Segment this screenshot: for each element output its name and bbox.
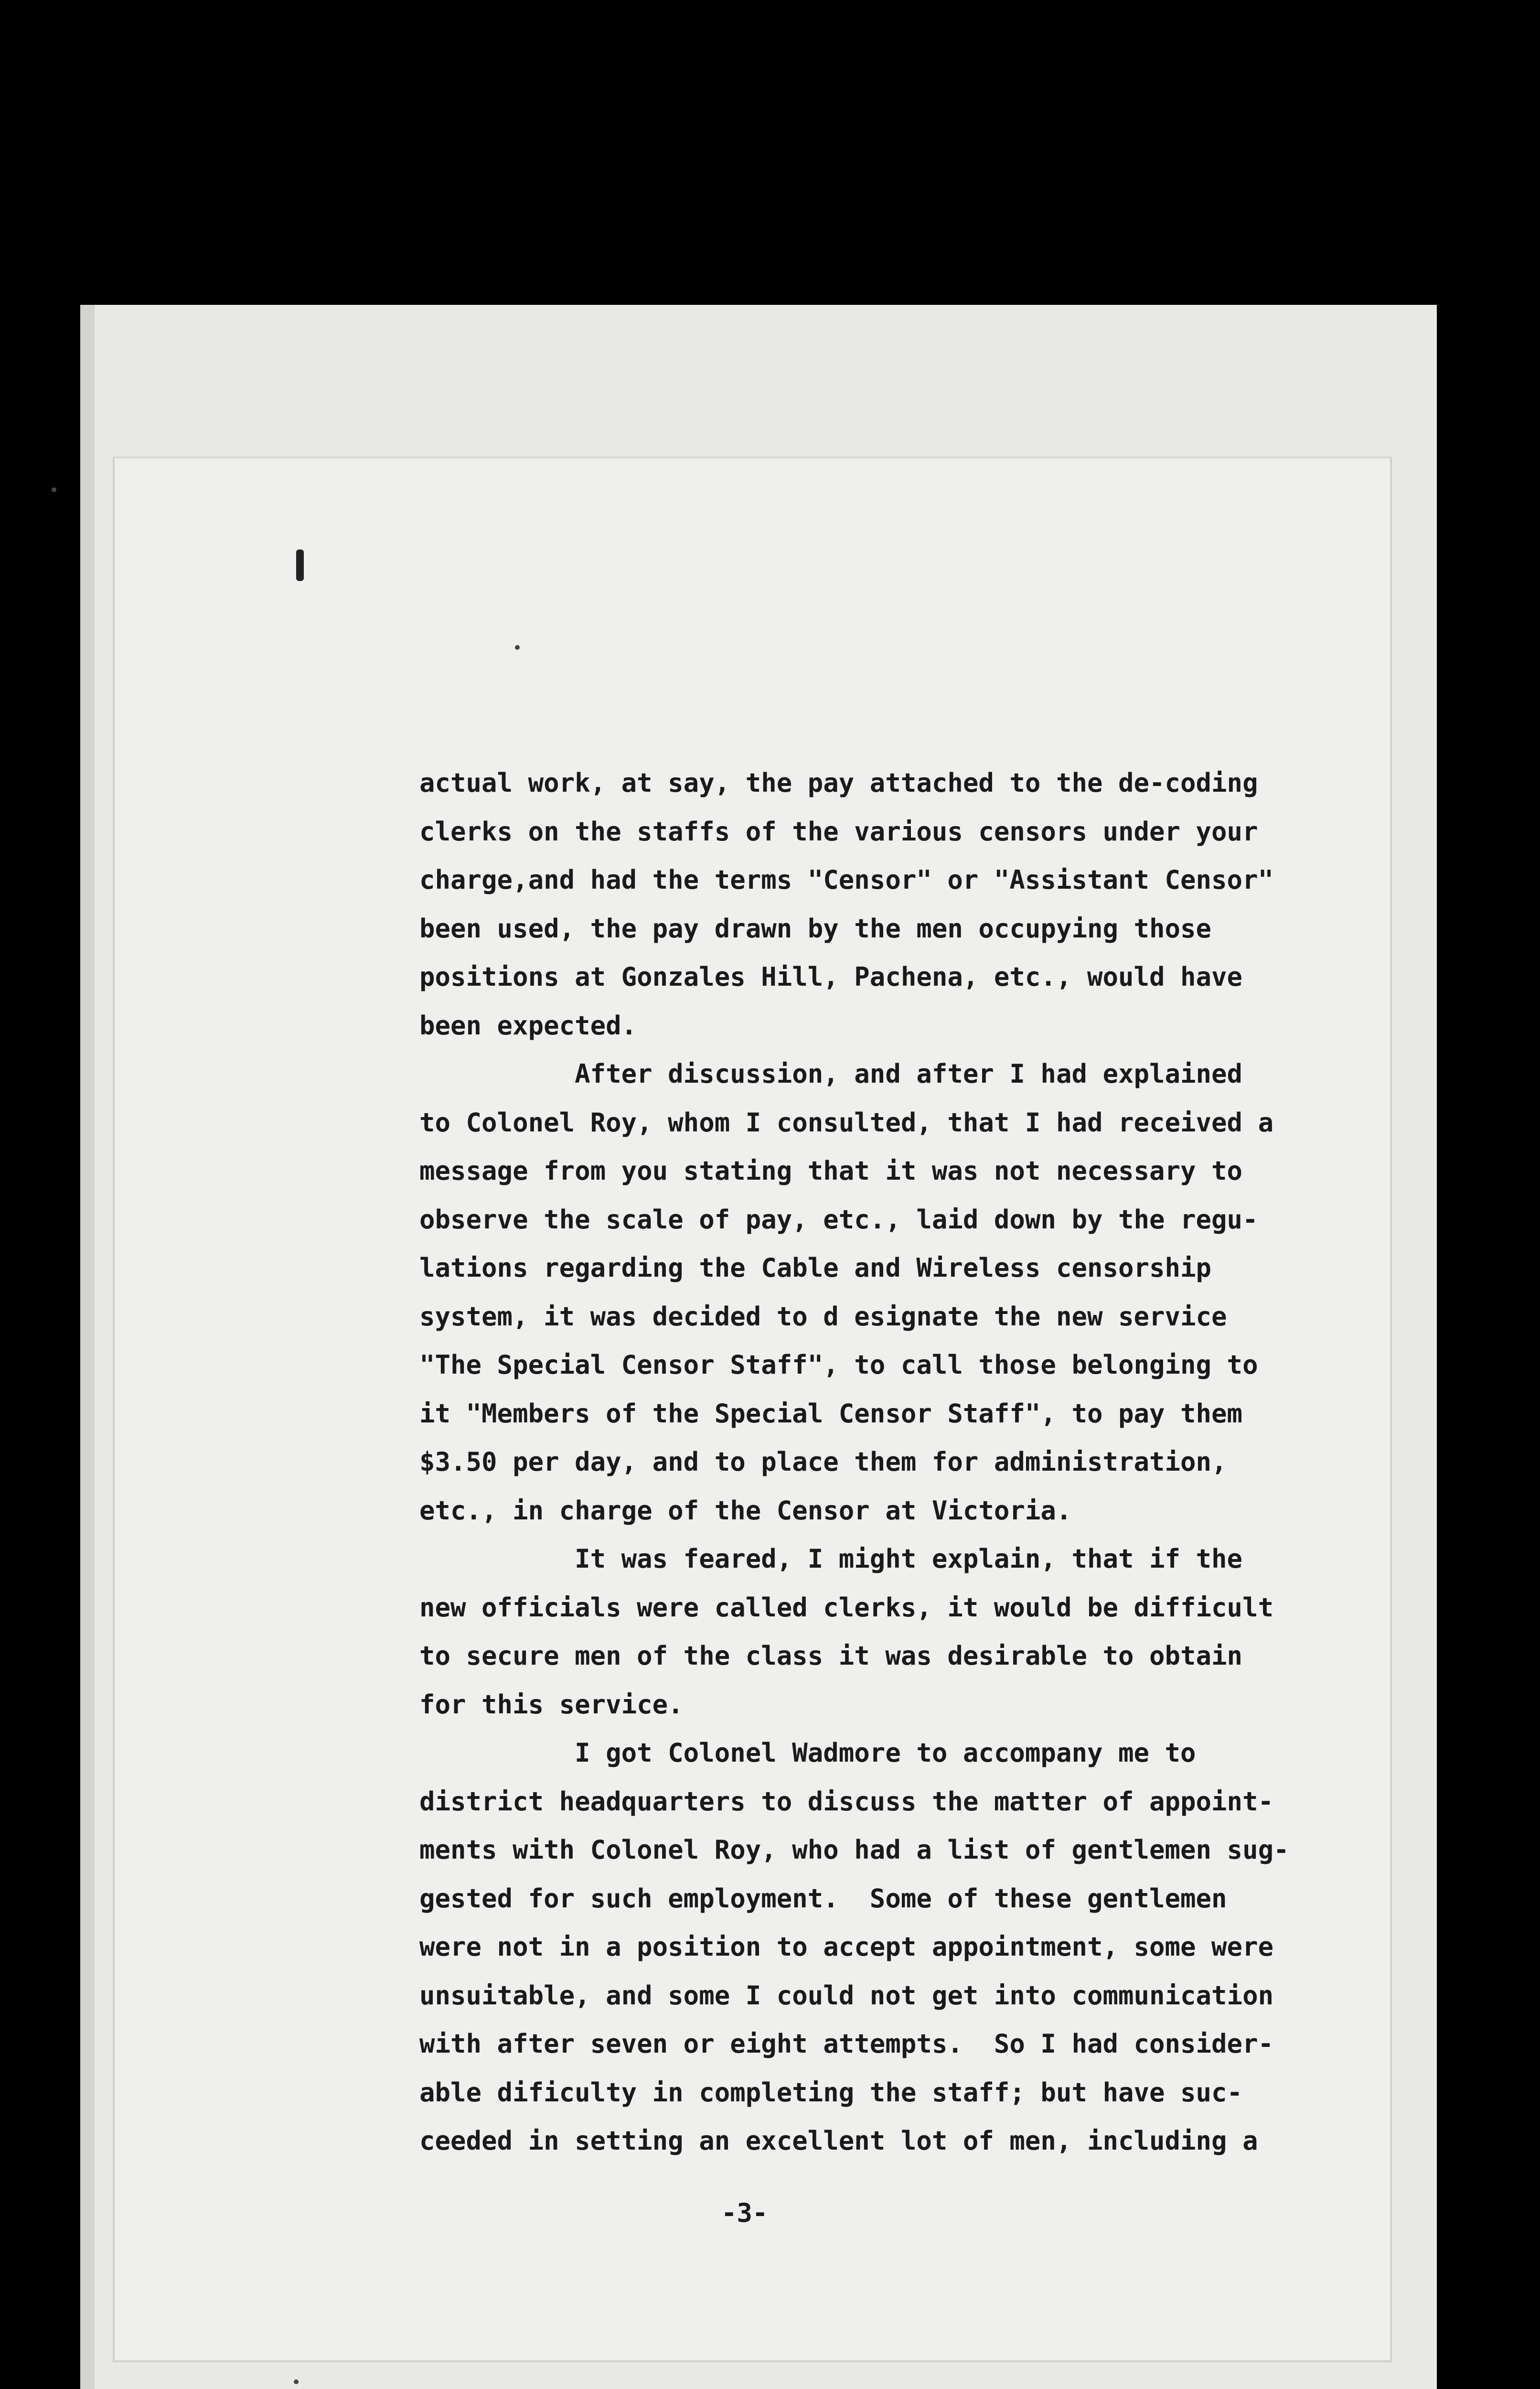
text-line: clerks on the staffs of the various censors under your bbox=[419, 816, 1258, 847]
text-line: positions at Gonzales Hill, Pachena, etc., would have bbox=[419, 962, 1243, 992]
text-line: been used, the pay drawn by the men occupying those bbox=[419, 913, 1212, 944]
text-line: to Colonel Roy, whom I consulted, that I had received a bbox=[419, 1107, 1274, 1138]
typed-text-body bbox=[419, 759, 1289, 2165]
text-line: I got Colonel Wadmore to accompany me to bbox=[419, 1738, 1196, 1768]
text-line: new officials were called clerks, it would be difficult bbox=[419, 1592, 1274, 1623]
text-line: message from you stating that it was not necessary to bbox=[419, 1156, 1243, 1186]
text-line: system, it was decided to d esignate the new service bbox=[419, 1301, 1227, 1332]
text-line: observe the scale of pay, etc., laid down by the regu- bbox=[419, 1204, 1258, 1235]
text-line: "The Special Censor Staff", to call those belonging to bbox=[419, 1350, 1258, 1380]
text-line: able dificulty in completing the staff; but have suc- bbox=[419, 2077, 1243, 2108]
text-line: with after seven or eight attempts. So I had consider- bbox=[419, 2029, 1274, 2059]
speck bbox=[52, 487, 56, 492]
text-line: been expected. bbox=[419, 1010, 637, 1041]
text-line: $3.50 per day, and to place them for administration, bbox=[419, 1447, 1227, 1477]
text-line: etc., in charge of the Censor at Victoria. bbox=[419, 1495, 1072, 1526]
text-line: It was feared, I might explain, that if the bbox=[419, 1544, 1243, 1574]
text-line: After discussion, and after I had explained bbox=[419, 1059, 1243, 1089]
text-line: district headquarters to discuss the matter of appoint- bbox=[419, 1786, 1274, 1817]
text-line: were not in a position to accept appointment, some were bbox=[419, 1932, 1274, 1962]
page-number: -3- bbox=[721, 2198, 768, 2228]
text-line: it "Members of the Special Censor Staff", to pay them bbox=[419, 1398, 1243, 1429]
text-line: to secure men of the class it was desirable to obtain bbox=[419, 1641, 1243, 1671]
margin-mark bbox=[296, 549, 304, 581]
text-line: ceeded in setting an excellent lot of men, including a bbox=[419, 2126, 1258, 2156]
text-line: for this service. bbox=[419, 1689, 684, 1720]
text-line: ments with Colonel Roy, who had a list of gentlemen sug- bbox=[419, 1835, 1289, 1865]
text-line: unsuitable, and some I could not get into communication bbox=[419, 1980, 1274, 2011]
text-line: charge,and had the terms "Censor" or "Assistant Censor" bbox=[419, 865, 1274, 895]
speck bbox=[294, 2379, 299, 2384]
text-line: gested for such employment. Some of these gentlemen bbox=[419, 1883, 1227, 1914]
speck bbox=[515, 645, 520, 650]
text-line: actual work, at say, the pay attached to the de-coding bbox=[419, 768, 1258, 798]
text-line: lations regarding the Cable and Wireless censorship bbox=[419, 1253, 1212, 1283]
